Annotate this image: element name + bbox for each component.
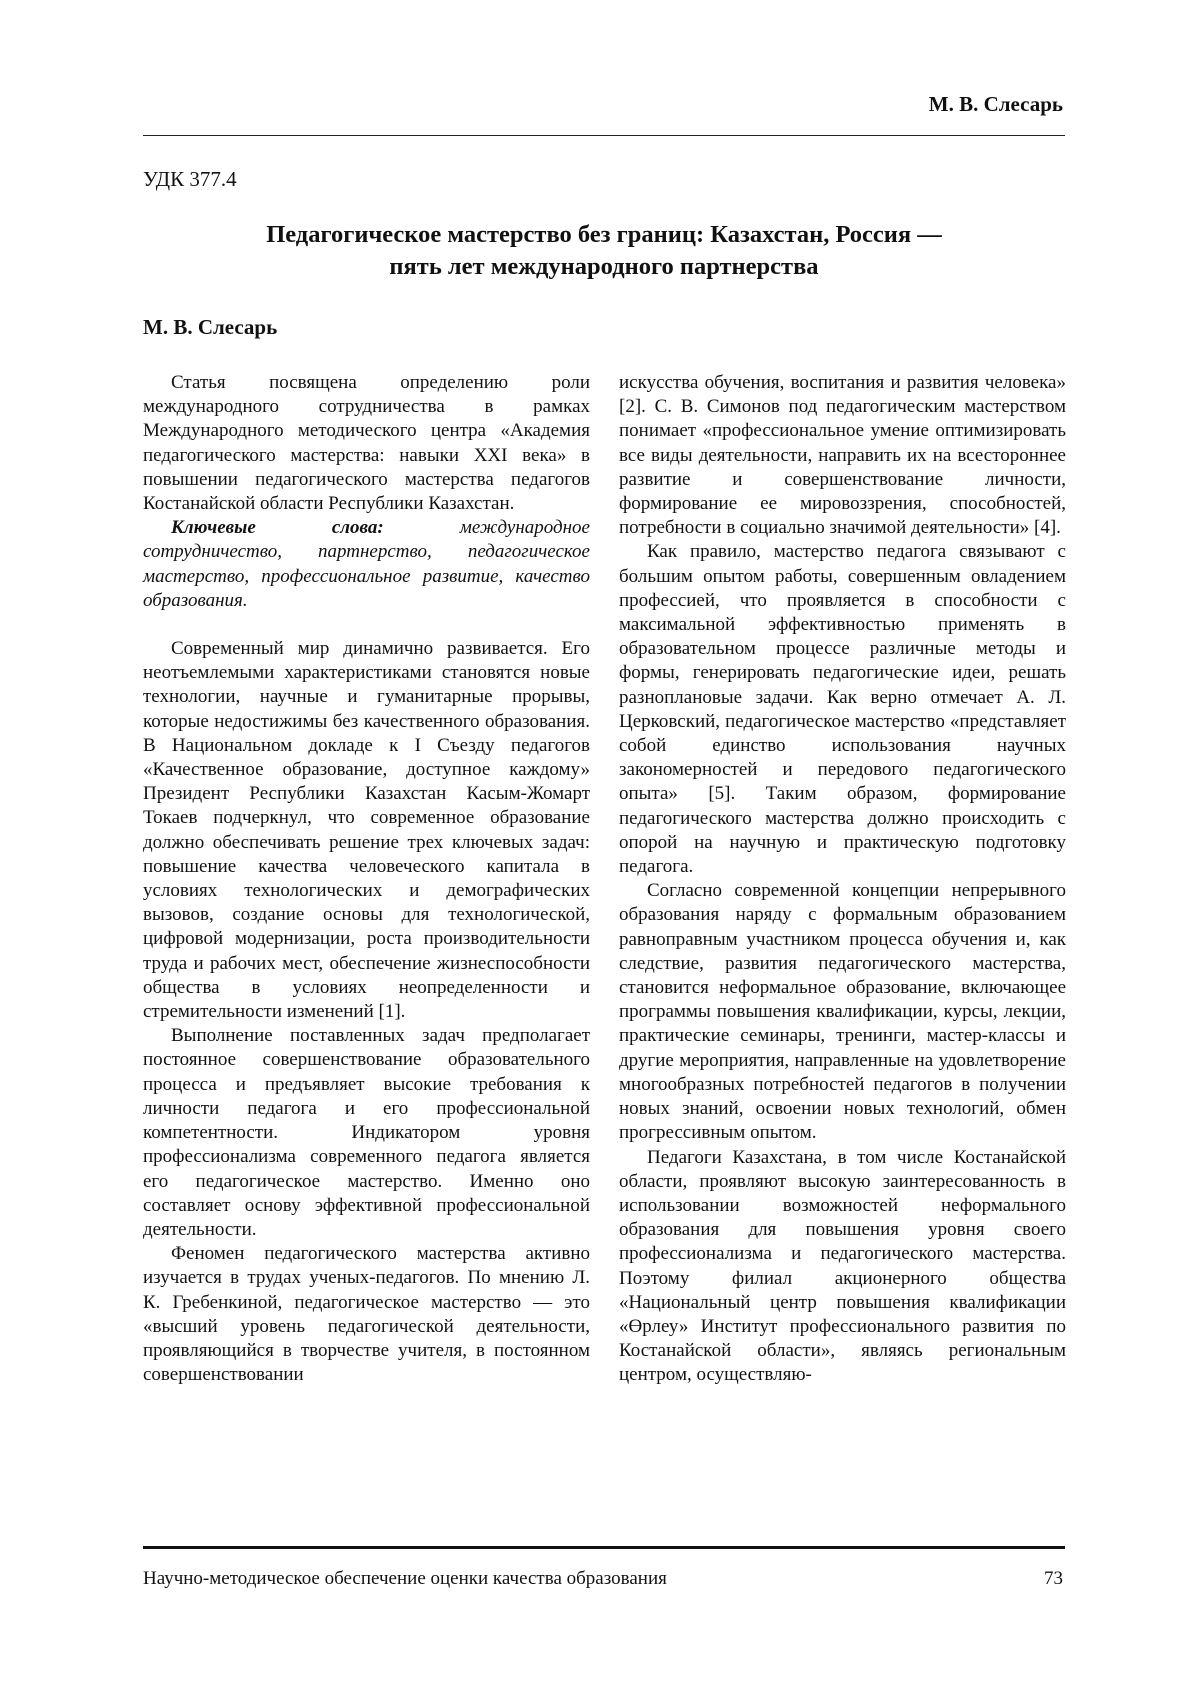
body-paragraph: Согласно современной концепции непрерывного образования наряду с формальным образованием равноправным участником процесса обучения и, как следствие, развития педагогического мастерства, становится неформальное образование, включающее программы повышения квалификации, курсы, лекции, практические семинары, тренинги, мастер-классы и другие мероприятия, направленные на удовлетворение многообразных потребностей педагогов в получении новых знаний, освоении новых технологий, обмен прогрессивным опытом.	[619, 880, 1066, 1144]
article-title-line: пять лет международного партнерства	[389, 253, 819, 280]
body-paragraph: Педагоги Казахстана, в том числе Костанайской области, проявляют высокую заинтересованность в использовании возможностей неформального образования для повышения уровня своего профессионализма и педагогического мастерства. Поэтому филиал акционерного общества «Национальный центр повышения квалификации «Өрлеу» Институт профессионального развития по Костанайской области», являясь региональным центром, осуществляю-	[619, 1146, 1066, 1386]
keywords-paragraph	[143, 516, 590, 613]
keywords-text: международное сотрудничество, партнерство, педагогическое мастерство, профессиональное развитие, качество образования.	[143, 517, 590, 611]
body-paragraph: Феномен педагогического мастерства активно изучается в трудах ученых-педагогов. По мнению Л. К. Гребенкиной, педагогическое мастерство — это «высший уровень педагогической деятельности, проявляющийся в творчестве учителя, в постоянном совершенствовании	[143, 1243, 590, 1386]
header-rule	[143, 135, 1065, 136]
article-title-line: Педагогическое мастерство без границ: Казахстан, Россия —	[266, 221, 942, 248]
body-paragraph: Как правило, мастерство педагога связывают с большим опытом работы, совершенным овладением профессией, что проявляется в способности с максимальной эффективностью применять в образовательном процессе различные методы и формы, генерировать педагогические идеи, решать разноплановые задачи. Как верно отмечает А. Л. Церковский, педагогическое мастерство «представляет собой единство использования научных закономерностей и передового педагогического опыта» [5]. Таким образом, формирование педагогического мастерства должно происходить с опорой на научную и практическую подготовку педагога.	[619, 541, 1066, 878]
keywords-label: Ключевые слова:	[171, 517, 384, 539]
body-paragraph: Выполнение поставленных задач предполагает постоянное совершенствование образовательного процесса и предъявляет высокие требования к личности педагога и его профессиональной компетентности. Индикатором уровня профессионализма современного педагога является его педагогическое мастерство. Именно оно составляет основу эффективной профессиональной деятельности.	[143, 1025, 590, 1240]
udk-code: УДК 377.4	[143, 167, 237, 191]
running-head-author: М. В. Слесарь	[928, 92, 1063, 116]
section-gap	[143, 613, 590, 637]
article-title	[143, 219, 1065, 283]
footer-rule	[143, 1546, 1065, 1549]
abstract-paragraph: Статья посвящена определению роли международного сотрудничества в рамках Международного методического центра «Академия педагогического мастерства: навыки XXI века» в повышении педагогического мастерства педагогов Костанайской области Республики Казахстан.	[143, 372, 590, 515]
page-number: 73	[1044, 1568, 1063, 1589]
article-author: М. В. Слесарь	[143, 315, 278, 339]
continued-paragraph: искусства обучения, воспитания и развития человека» [2]. С. В. Симонов под педагогическим мастерством понимает «профессиональное умение оптимизировать все виды деятельности, направить их на всестороннее развитие и совершенствование личности, формирование ее мировоззрения, способностей, потребности в социально значимой деятельности» [4].	[619, 372, 1066, 539]
right-column	[619, 371, 1066, 1388]
body-paragraph: Современный мир динамично развивается. Его неотъемлемыми характеристиками становятся новые технологии, научные и гуманитарные прорывы, которые недостижимы без качественного образования. В Национальном докладе к I Съезду педагогов «Качественное образование, доступное каждому» Президент Республики Казахстан Касым-Жомарт Токаев подчеркнул, что современное образование должно обеспечивать решение трех ключевых задач: повышение качества человеческого капитала в условиях технологических и демографических вызовов, создание основы для технологической, цифровой модернизации, роста производительности труда и рабочих мест, обеспечение жизнеспособности общества в условиях неопределенности и стремительности изменений [1].	[143, 638, 590, 1023]
journal-title-footer: Научно-методическое обеспечение оценки качества образования	[143, 1568, 667, 1589]
left-column	[143, 371, 590, 1387]
